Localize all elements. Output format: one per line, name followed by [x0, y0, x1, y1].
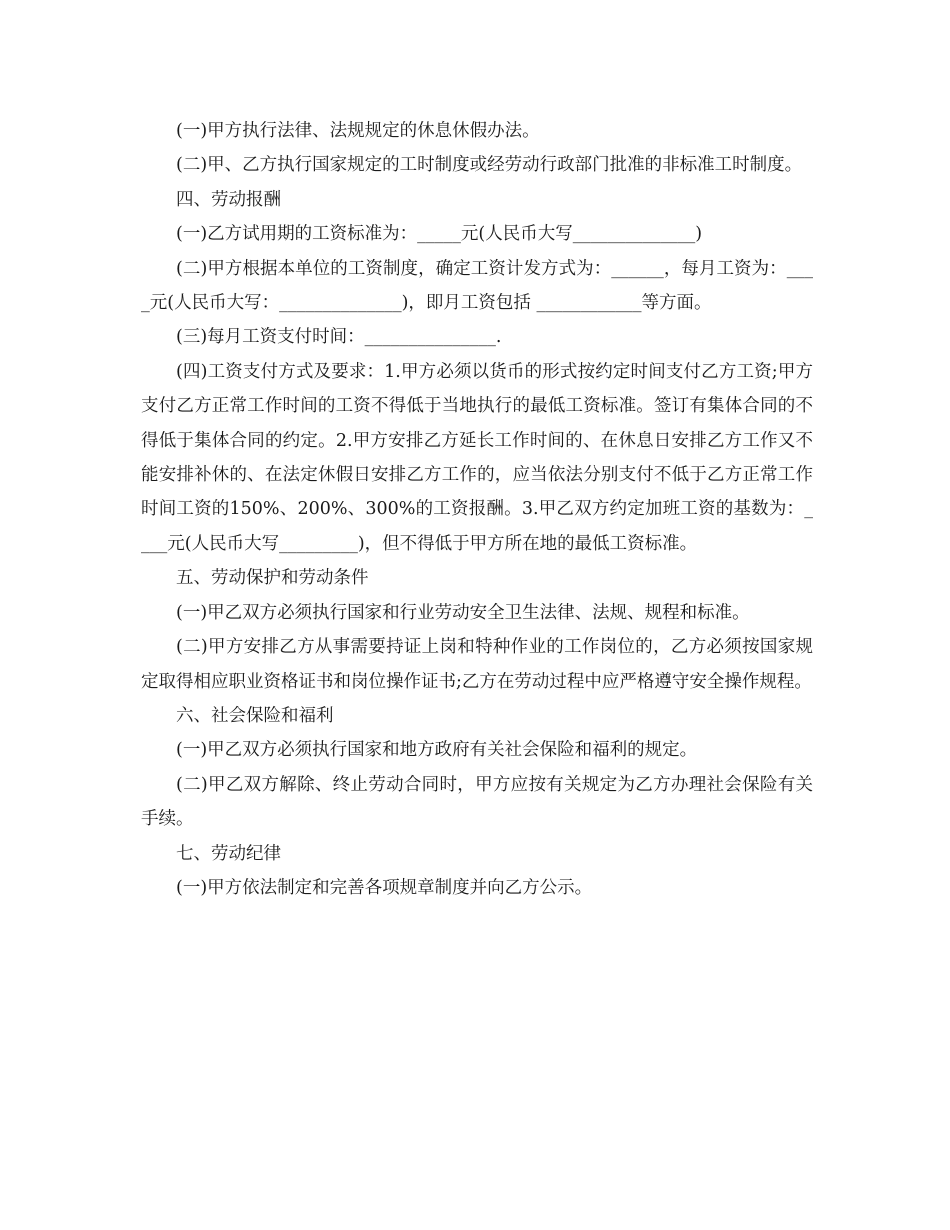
- paragraph-probation-wage: (一)乙方试用期的工资标准为：_____元(人民币大写______________): [176, 224, 703, 245]
- paragraph-insurance-rules: (一)甲乙双方必须执行国家和地方政府有关社会保险和福利的规定。: [176, 740, 698, 761]
- paragraph-insurance-termination: (二)甲乙双方解除、终止劳动合同时，甲方应按有关规定为乙方办理社会保险有关手续。: [141, 774, 813, 830]
- section-heading-remuneration: 四、劳动报酬: [176, 189, 281, 210]
- paragraph-payment-requirements: (四)工资支付方式及要求：1.甲方必须以货币的形式按约定时间支付乙方工资;甲方支付乙方正常工作时间的工资不得低于当地执行的最低工资标准。签订有集体合同的不得低于集体合同的约定。2.甲方安排乙方延长工作时间的、在休息日安排乙方工作又不能安排补休的、在法定休假日安排乙方工作的，应当依法分别支付不低于乙方正常工作时间工资的150%、200%、300%的工资报酬。3.甲乙双方约定加班工资的基数为：____元(人民币大写_________)，但不得低于甲方所在地的最低工资标准。: [141, 361, 813, 554]
- paragraph-safety-standards: (一)甲乙双方必须执行国家和行业劳动安全卫生法律、法规、规程和标准。: [176, 602, 750, 623]
- paragraph-rest-leave: (一)甲方执行法律、法规规定的休息休假办法。: [176, 121, 540, 141]
- paragraph-payment-date: (三)每月工资支付时间：_______________.: [176, 327, 502, 348]
- document-body: [141, 114, 813, 905]
- paragraph-wage-method: (二)甲方根据本单位的工资制度，确定工资计发方式为：______，每月工资为：____元(人民币大写：______________)，即月工资包括 ____________等方面。: [141, 258, 813, 314]
- section-heading-social-insurance: 六、社会保险和福利: [176, 705, 334, 726]
- paragraph-certification: (二)甲方安排乙方从事需要持证上岗和特种作业的工作岗位的，乙方必须按国家规定取得相应职业资格证书和岗位操作证书;乙方在劳动过程中应严格遵守安全操作规程。: [141, 637, 813, 692]
- paragraph-working-hours: (二)甲、乙方执行国家规定的工时制度或经劳动行政部门批准的非标准工时制度。: [176, 155, 803, 176]
- paragraph-regulations: (一)甲方依法制定和完善各项规章制度并向乙方公示。: [176, 877, 593, 898]
- section-heading-labor-protection: 五、劳动保护和劳动条件: [176, 568, 369, 589]
- section-heading-labor-discipline: 七、劳动纪律: [176, 843, 281, 864]
